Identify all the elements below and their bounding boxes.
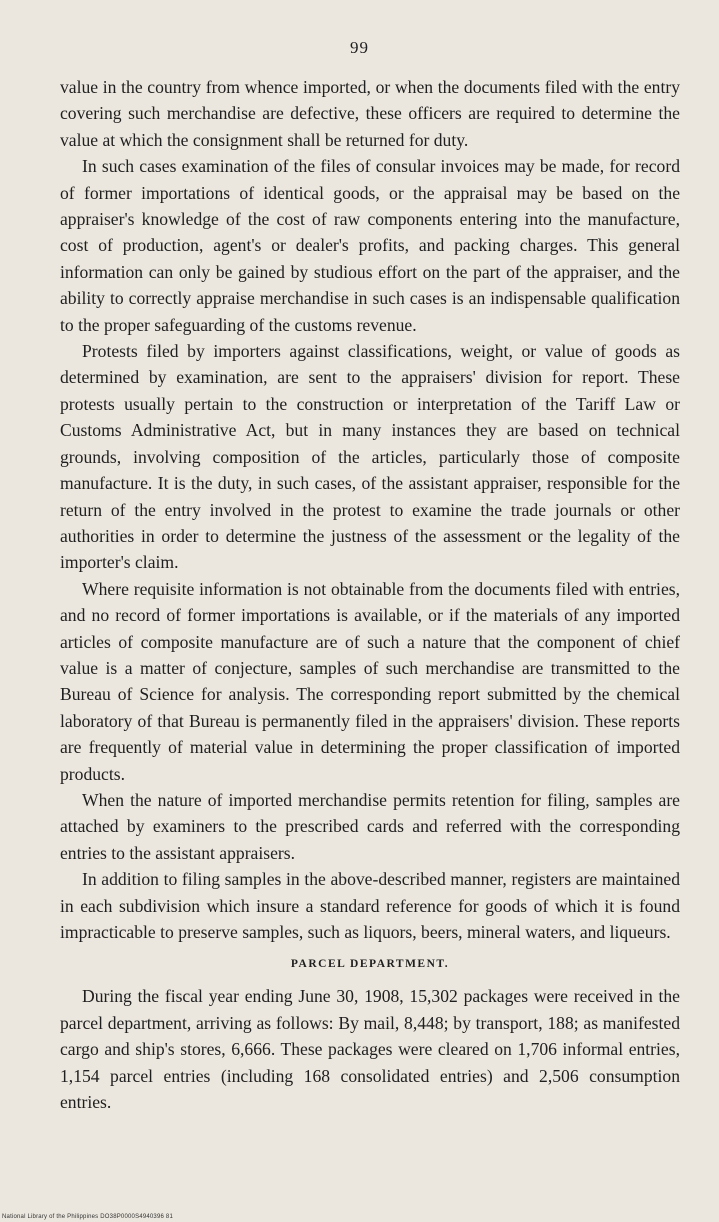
body-text <box>60 74 680 1115</box>
paragraph-consular-invoices: In such cases examination of the files of consular invoices may be made, for record of former importations of identical goods, or the appraisal may be based on the appraiser's knowledge of the cost of raw components entering into the manufacture, cost of production, agent's or dealer's profits, and packing charges. This general information can only be gained by studious effort on the part of the appraiser, and the ability to correctly appraise merchandise in such cases is an indispensable qualification to the proper safeguarding of the customs revenue. <box>60 156 680 335</box>
paragraph-parcel-department: During the fiscal year ending June 30, 1908, 15,302 packages were received in the parcel department, arriving as follows: By mail, 8,448; by transport, 188; as manifested cargo and ship's stores, 6,666. These packages were cleared on 1,706 informal entries, 1,154 parcel entries (including 168 consolidated entries) and 2,506 consumption entries. <box>60 986 680 1113</box>
paragraph-protests: Protests filed by importers against classifications, weight, or value of goods as determined by examination, are sent to the appraisers' division for report. These protests usually pertain to the construction or interpretation of the Tariff Law or Customs Administrative Act, but in many instances they are based on technical grounds, involving composition of the articles, particularly those of composite manufacture. It is the duty, in such cases, of the assistant appraiser, responsible for the return of the entry involved in the protest to examine the trade journals or other authorities in order to determine the justness of the assessment or the legality of the importer's claim. <box>60 341 680 573</box>
section-heading-parcel-department: PARCEL DEPARTMENT. <box>290 958 450 971</box>
paragraph-samples-filing: When the nature of imported merchandise permits retention for filing, samples are attached by examiners to the prescribed cards and referred with the corresponding entries to the assistant appraisers. <box>60 789 680 863</box>
page-number: 99 <box>350 38 369 57</box>
footer-source-line: National Library of the Philippines DO38P0000S4940396 81 <box>2 1214 173 1220</box>
paragraph-continued: value in the country from whence imported, or when the documents filed with the entry covering such merchandise are defective, these officers are required to determine the value at which the consignment shall be returned for duty. <box>60 77 680 150</box>
paragraph-bureau-of-science: Where requisite information is not obtainable from the documents filed with entries, and no record of former importations is available, or if the materials of any imported articles of composite manufacture are of such a nature that the component of chief value is a matter of conjecture, samples of such merchandise are transmitted to the Bureau of Science for analysis. The corresponding report submitted by the chemical laboratory of that Bureau is permanently filed in the appraisers' division. These reports are frequently of material value in determining the proper classification of imported products. <box>60 578 680 784</box>
paragraph-registers: In addition to filing samples in the above-described manner, registers are maintained in each subdivision which insure a standard reference for goods of which it is found impracticable to preserve samples, such as liquors, beers, mineral waters, and liqueurs. <box>60 869 680 942</box>
